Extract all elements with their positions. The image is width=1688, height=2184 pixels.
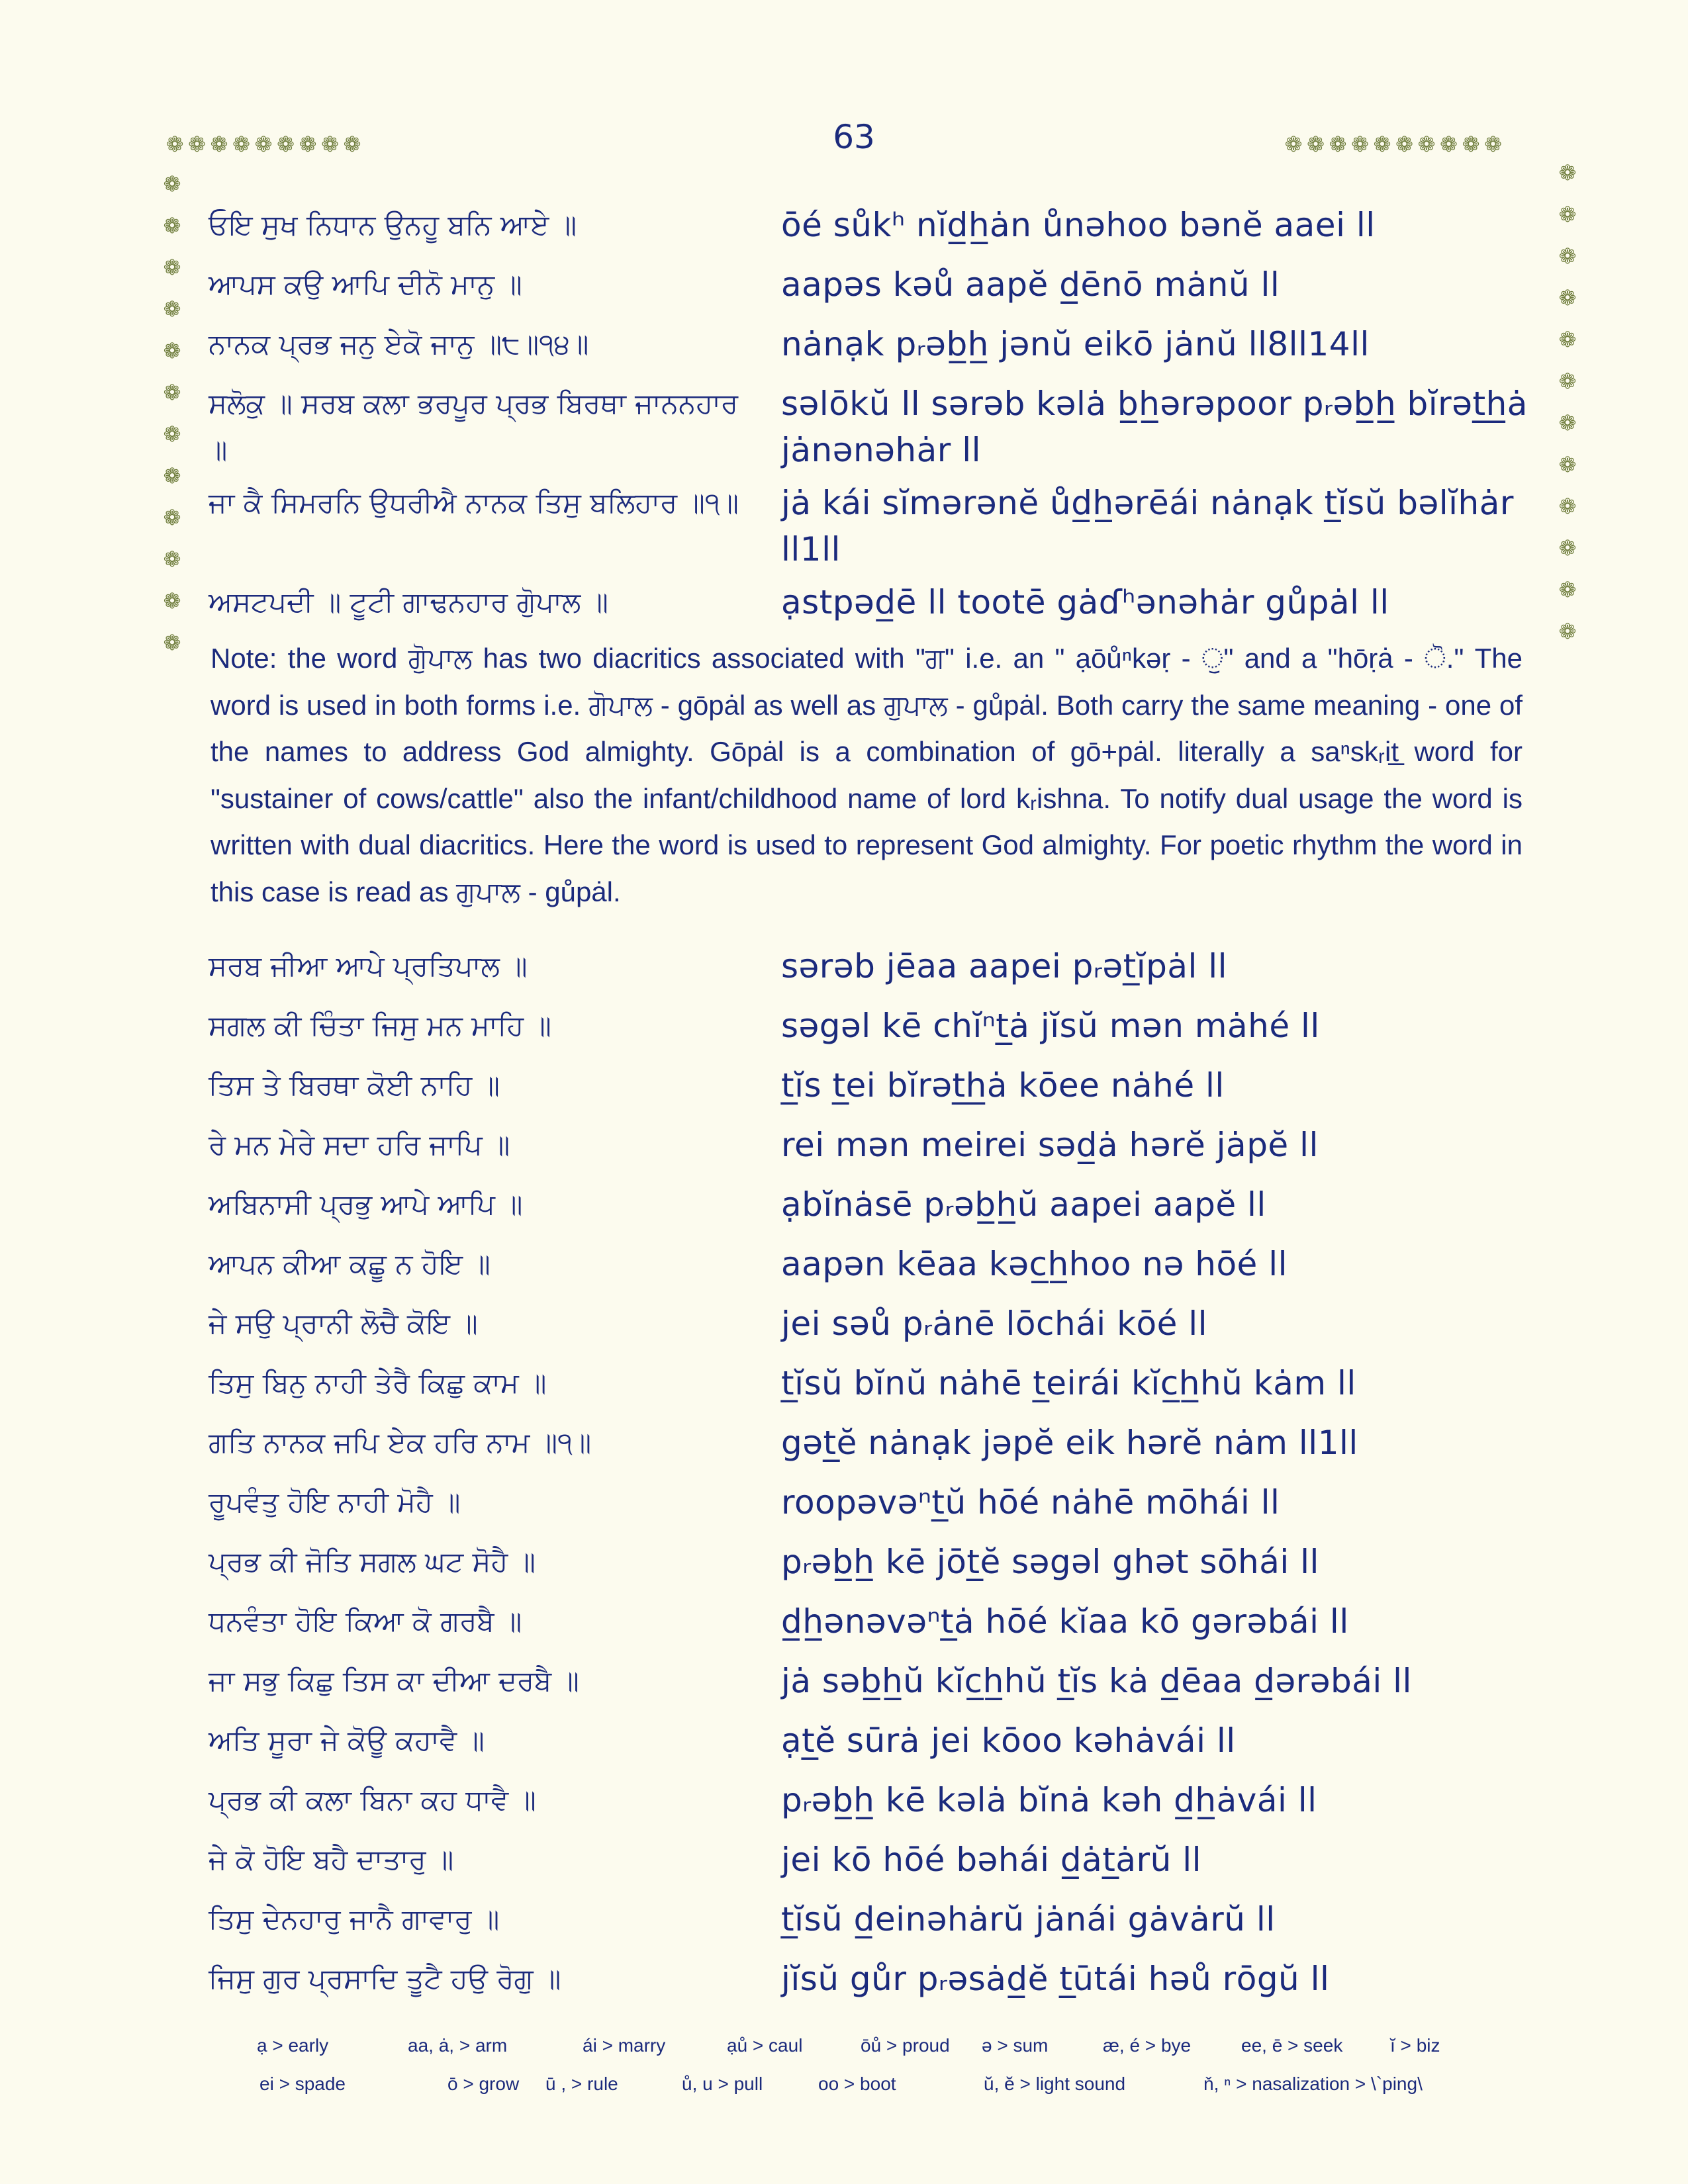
flower-icon: ❁ [163,422,181,447]
legend-entry: ái > marry [583,2035,666,2056]
gurmukhi-text: ਤਿਸ ਤੇ ਬਿਰਥਾ ਕੋਈ ਨਾਹਿ ॥ [209,1069,500,1101]
gurmukhi-text: ਪ੍ਰਭ ਕੀ ਜੋਤਿ ਸਗਲ ਘਟ ਸੋਹੈ ॥ [209,1545,536,1578]
flower-icon: ❁ [163,338,181,363]
transliteration-text: aapən kēaa kəc̲h̲hoo nə hōé ll [781,1245,1288,1283]
flower-icon: ❁ [277,132,295,157]
legend-entry: ů, u > pull [682,2073,763,2094]
legend-entry: ạů > caul [727,2035,803,2056]
flower-icon: ❁ [343,132,361,157]
flower-icon: ❁ [299,132,317,157]
flower-icon: ❁ [1284,132,1303,157]
transliteration-text: d̲h̲ənəvəⁿt̲ȧ hōé kĭaa kō gərəbái ll [781,1602,1349,1641]
transliteration-text: pᵣəb̲h̲ kē kəlȧ bĭnȧ kəh d̲h̲ȧvái ll [781,1781,1317,1819]
flower-icon: ❁ [1558,619,1577,644]
transliteration-text: ạt̲ĕ sūrȧ jei kōoo kəhȧvái ll [781,1721,1236,1760]
transliteration-text: səgəl kē chĭⁿt̲ȧ jĭsŭ mən mȧhé ll [781,1007,1320,1045]
gurmukhi-text: ਓਇ ਸੁਖ ਨਿਧਾਨ ਉਨਹੂ ਬਨਿ ਆਏ ॥ [209,208,577,241]
flower-icon: ❁ [1558,577,1577,602]
transliteration-text: jȧ səb̲h̲ŭ kĭc̲h̲hŭ t̲ĭs kȧ d̲ēaa d̲ərəbái ll [781,1662,1412,1700]
flower-icon: ❁ [163,380,181,405]
flower-icon: ❁ [321,132,339,157]
flower-icon: ❁ [1558,285,1577,310]
flower-icon: ❁ [188,132,206,157]
flower-icon: ❁ [1484,132,1502,157]
transliteration-text: nȧnạk pᵣəb̲h̲ jənŭ eikō jȧnŭ ll8ll14ll [781,325,1370,363]
flower-icon: ❁ [165,132,184,157]
gurmukhi-text: ਸਲੋਕੁ ॥ ਸਰਬ ਕਲਾ ਭਰਪੂਰ ਪ੍ਰਭ ਬਿਰਥਾ ਜਾਨਨਹਾਰ ॥ [209,387,739,466]
transliteration-text: jei kō hōé bəhái d̲ȧt̲ȧrŭ ll [781,1841,1201,1879]
flower-icon: ❁ [1351,132,1369,157]
transliteration-text: pᵣəb̲h̲ kē jōt̲ĕ səgəl ghət sōhái ll [781,1543,1319,1581]
flower-icon: ❁ [1558,244,1577,269]
flower-icon: ❁ [163,630,181,655]
legend-entry: aa, ȧ, > arm [408,2035,508,2056]
transliteration-text: ạstpəd̲ē ll tootē gȧɗʰənəhȧr gůpȧl ll [781,583,1389,621]
flower-icon: ❁ [210,132,228,157]
transliteration-text: rei mən meirei səd̲ȧ hərĕ jȧpĕ ll [781,1126,1319,1164]
flower-icon: ❁ [1417,132,1436,157]
gurmukhi-text: ਆਪਨ ਕੀਆ ਕਛੂ ਨ ਹੋਇ ॥ [209,1248,491,1280]
transliteration-text: səlōkŭ ll sərəb kəlȧ b̲h̲ərəpoor pᵣəb̲h̲ bĭrət̲h̲ȧ jȧnənəhȧr ll [781,385,1528,469]
gurmukhi-text: ਗਤਿ ਨਾਨਕ ਜਪਿ ਏਕ ਹਰਿ ਨਾਮ ॥੧॥ [209,1426,592,1459]
gurmukhi-text: ਸਗਲ ਕੀ ਚਿੰਤਾ ਜਿਸੁ ਮਨ ਮਾਹਿ ॥ [209,1009,551,1042]
legend-entry: ŭ, ĕ > light sound [984,2073,1126,2094]
transliteration-text: roopəvəⁿt̲ŭ hōé nȧhē mōhái ll [781,1483,1280,1522]
flower-icon: ❁ [1462,132,1480,157]
transliteration-text: jĭsŭ gůr pᵣəsȧd̲ĕ t̲ūtái həů rōgŭ ll [781,1960,1330,1998]
flower-icon: ❁ [1307,132,1325,157]
flower-icon: ❁ [1558,369,1577,394]
flower-icon: ❁ [163,213,181,238]
legend-entry: ōů > proud [861,2035,950,2056]
gurmukhi-text: ਧਨਵੰਤਾ ਹੋਇ ਕਿਆ ਕੋ ਗਰਬੈ ॥ [209,1605,522,1637]
gurmukhi-text: ਆਪਸ ਕਉ ਆਪਿ ਦੀਨੋ ਮਾਨੁ ॥ [209,268,522,300]
gurmukhi-text: ਅਸਟਪਦੀ ॥ ਟੂਟੀ ਗਾਢਨਹਾਰ ਗੁੋਪਾਲ ॥ [209,586,608,618]
gurmukhi-text: ਸਰਬ ਜੀਆ ਆਪੇ ਪ੍ਰਤਿਪਾਲ ॥ [209,950,528,982]
page-number: 63 [833,118,875,156]
flower-icon: ❁ [163,296,181,322]
gurmukhi-text: ਰੂਪਵੰਤੁ ਹੋਇ ਨਾਹੀ ਮੋਹੈ ॥ [209,1486,461,1518]
legend-entry: ee, ē > seek [1241,2035,1343,2056]
legend-entry: ū , > rule [545,2073,618,2094]
flower-icon: ❁ [1558,202,1577,227]
gurmukhi-text: ਜਿਸੁ ਗੁਰ ਪ੍ਰਸਾਦਿ ਤੂਟੈ ਹਉ ਰੋਗੁ ॥ [209,1962,561,1995]
flower-icon: ❁ [254,132,273,157]
transliteration-text: gət̲ĕ nȧnạk jəpĕ eik hərĕ nȧm ll1ll [781,1424,1358,1462]
transliteration-text: t̲ĭsŭ bĭnŭ nȧhē t̲eirái kĭc̲h̲hŭ kȧm ll [781,1364,1356,1402]
legend-entry: ō > grow [447,2073,520,2094]
transliteration-text: t̲ĭsŭ d̲einəhȧrŭ jȧnái gȧvȧrŭ ll [781,1900,1276,1938]
legend-entry: æ, é > bye [1103,2035,1192,2056]
legend-entry: ĭ > biz [1390,2035,1440,2056]
transliteration-text: aapəs kəů aapĕ d̲ēnō mȧnŭ ll [781,265,1280,304]
note-paragraph: Note: the word ਗੁੋਪਾਲ has two diacritics associated with "ਗ" i.e. an " ạōůⁿkəṛ - ੁ" and a "hōṛȧ - ੋ." The word is used in both forms i.e. ਗੋਪਾਲ - gōpȧl as well as ਗੁਪਾਲ - gůpȧl. Both carry the same meaning - one of the names to address God almighty. Gōpȧl is a combination of gō+pȧl. literally a saⁿskᵣit̲ word for "sustainer of cows/cattle" also the infant/childhood name of lord kᵣishna. To notify dual usage the word is written with dual diacritics. Here the word is used to represent God almighty. For poetic rhythm the word in this case is read as ਗੁਪਾਲ - gůpȧl. [211,643,1523,907]
legend-entry: oo > boot [818,2073,896,2094]
transliteration-text: jei səů pᵣȧnē lōchái kōé ll [781,1304,1208,1343]
gurmukhi-text: ਪ੍ਰਭ ਕੀ ਕਲਾ ਬਿਨਾ ਕਹ ਧਾਵੈ ॥ [209,1784,536,1816]
transliteration-text: ōé sůkʰ nĭd̲h̲ȧn ůnəhoo bənĕ aaei ll [781,206,1376,244]
gurmukhi-text: ਜਾ ਸਭੁ ਕਿਛੁ ਤਿਸ ਕਾ ਦੀਆ ਦਰਬੈ ॥ [209,1664,579,1697]
gurmukhi-text: ਤਿਸੁ ਬਿਨੁ ਨਾਹੀ ਤੇਰੈ ਕਿਛੁ ਕਾਮ ॥ [209,1367,547,1399]
flower-icon: ❁ [1558,452,1577,477]
gurmukhi-text: ਅਬਿਨਾਸੀ ਪ੍ਰਭੁ ਆਪੇ ਆਪਿ ॥ [209,1188,523,1220]
flower-icon: ❁ [232,132,250,157]
flower-icon: ❁ [1440,132,1458,157]
flower-icon: ❁ [1329,132,1347,157]
legend-entry: ə > sum [982,2035,1049,2056]
flower-icon: ❁ [1395,132,1413,157]
flower-icon: ❁ [163,463,181,488]
flower-icon: ❁ [163,588,181,614]
flower-icon: ❁ [163,505,181,530]
transliteration-text: ạbĭnȧsē pᵣəb̲h̲ŭ aapei aapĕ ll [781,1185,1266,1224]
gurmukhi-text: ਨਾਨਕ ਪ੍ਰਭ ਜਨੁ ਏਕੋ ਜਾਨੁ ॥੮॥੧੪॥ [209,328,589,360]
flower-icon: ❁ [1558,535,1577,561]
gurmukhi-text: ਰੇ ਮਨ ਮੇਰੇ ਸਦਾ ਹਰਿ ਜਾਪਿ ॥ [209,1128,510,1161]
flower-icon: ❁ [1558,160,1577,185]
transliteration-text: jȧ kái sĭmərənĕ ůd̲h̲ərēái nȧnạk t̲ĭsŭ bəlĭhȧr ll1ll [781,484,1514,569]
transliteration-text: t̲ĭs t̲ei bĭrət̲h̲ȧ kōee nȧhé ll [781,1066,1225,1105]
gurmukhi-text: ਜੇ ਕੋ ਹੋਇ ਬਹੈ ਦਾਤਾਰੁ ॥ [209,1843,454,1876]
gurmukhi-text: ਤਿਸੁ ਦੇਨਹਾਰੁ ਜਾਨੈ ਗਾਵਾਰੁ ॥ [209,1903,500,1935]
flower-icon: ❁ [163,255,181,280]
legend-entry: ạ > early [257,2035,329,2056]
transliteration-text: sərəb jēaa aapei pᵣət̲ĭpȧl ll [781,947,1228,985]
gurmukhi-text: ਜਾ ਕੈ ਸਿਮਰਨਿ ਉਧਰੀਐ ਨਾਨਕ ਤਿਸੁ ਬਲਿਹਾਰ ॥੧॥ [209,486,739,519]
flower-icon: ❁ [163,171,181,197]
gurmukhi-text: ਜੇ ਸਉ ਪ੍ਰਾਨੀ ਲੋਚੈ ਕੋਇ ॥ [209,1307,478,1340]
flower-icon: ❁ [1558,410,1577,435]
flower-icon: ❁ [163,547,181,572]
flower-icon: ❁ [1373,132,1391,157]
legend-entry: ň, ⁿ > nasalization > \`ping\ [1203,2073,1423,2094]
legend-entry: ei > spade [259,2073,346,2094]
gurmukhi-text: ਅਤਿ ਸੂਰਾ ਜੇ ਕੋਊ ਕਹਾਵੈ ॥ [209,1724,485,1756]
flower-icon: ❁ [1558,327,1577,352]
flower-icon: ❁ [1558,494,1577,519]
